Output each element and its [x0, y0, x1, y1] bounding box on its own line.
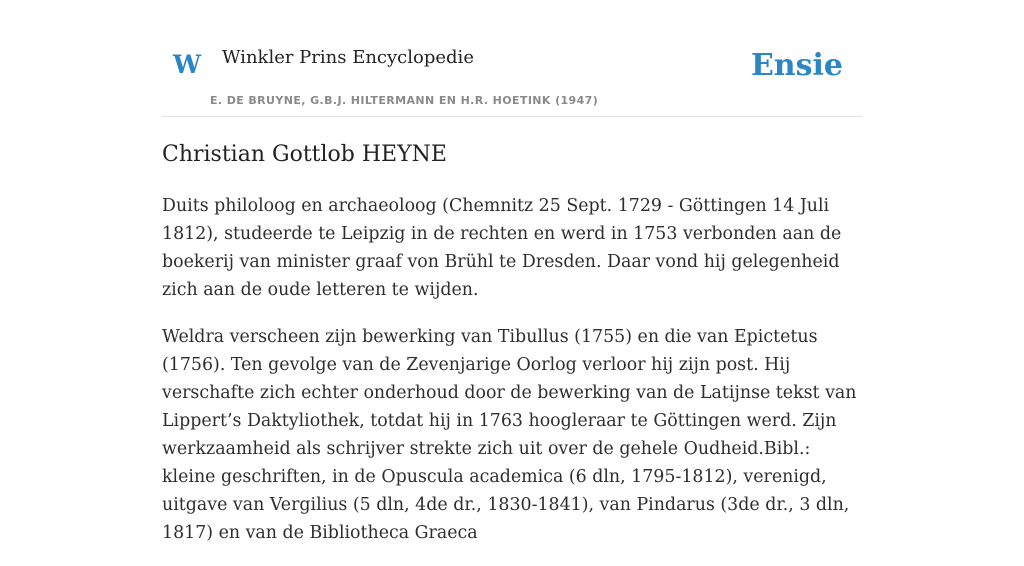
- ensie-logo[interactable]: Ensie: [750, 48, 843, 83]
- article-body: [162, 192, 862, 566]
- article-paragraph: Weldra verscheen zijn bewerking van Tibullus (1755) en die van Epictetus (1756). Ten gevolge van de Zevenjarige Oorlog verloor hij zijn post. Hij verschafte zich echter onderhoud door de bewerking van de Latijnse tekst van Lippert’s Daktyliothek, totdat hij in 1763 hoogleraar te Göttingen werd. Zijn werkzaamheid als schrijver strekte zich uit over de gehele Oudheid.Bibl.: kleine geschriften, in de Opuscula academica (6 dln, 1795-1812), verenigd, uitgave van Vergilius (5 dln, 4de dr., 1830-1841), van Pindarus (3de dr., 3 dln, 1817) en van de Bibliotheca Graeca: [162, 327, 857, 543]
- logo-icon[interactable]: W: [173, 50, 202, 79]
- encyclopedia-title[interactable]: Winkler Prins Encyclopedie: [222, 47, 474, 68]
- site-header: [162, 0, 862, 117]
- authors-line: E. DE BRUYNE, G.B.J. HILTERMANN EN H.R. HOETINK (1947): [210, 94, 599, 107]
- article-title: Christian Gottlob HEYNE: [162, 142, 447, 167]
- article-paragraph: Duits philoloog en archaeoloog (Chemnitz 25 Sept. 1729 - Göttingen 14 Juli 1812), studeerde te Leipzig in de rechten en werd in 1753 verbonden aan de boekerij van minister graaf von Brühl te Dresden. Daar vond hij gelegenheid zich aan de oude letteren te wijden.: [162, 196, 842, 300]
